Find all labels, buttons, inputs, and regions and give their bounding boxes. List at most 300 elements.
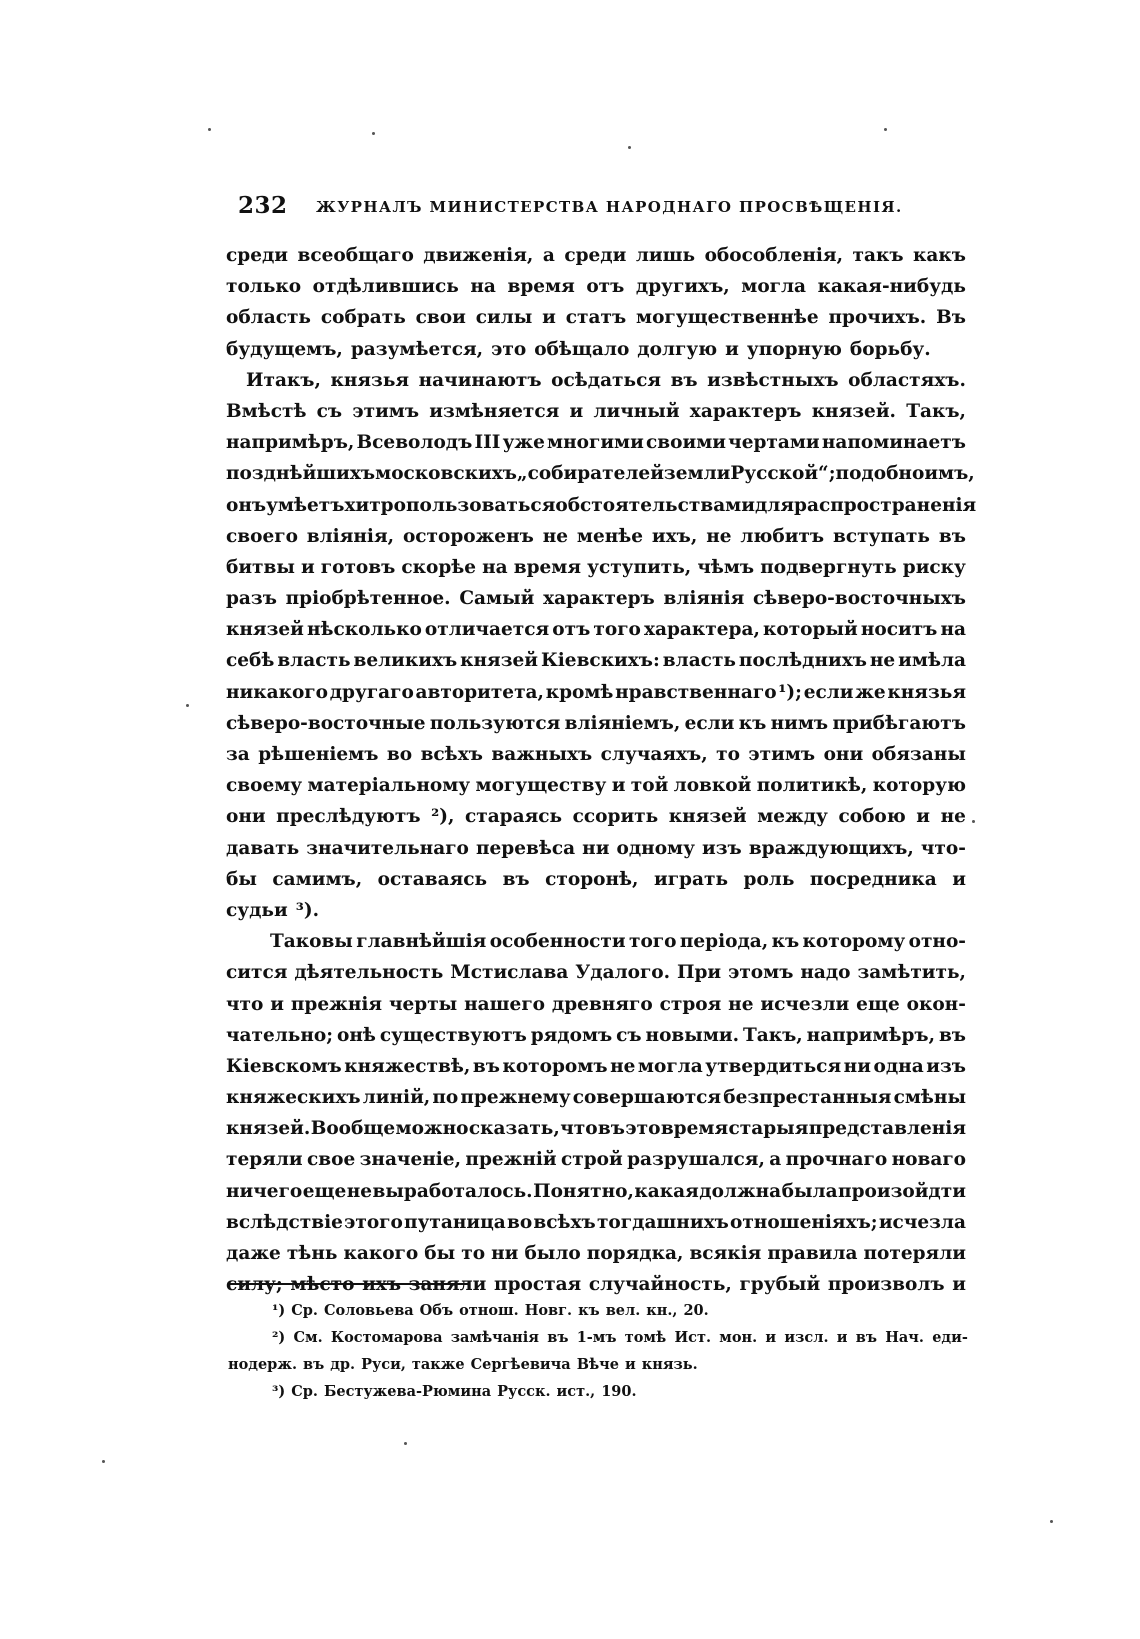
word: онѣ bbox=[337, 1024, 376, 1046]
word: упорную bbox=[746, 338, 842, 360]
word: и bbox=[270, 993, 284, 1015]
word: нимъ bbox=[770, 712, 829, 734]
word: за bbox=[226, 744, 250, 765]
footnote-word: нодерж. bbox=[228, 1356, 298, 1373]
word: готовъ bbox=[320, 556, 396, 578]
word: ссорить bbox=[572, 806, 659, 828]
word: власть bbox=[277, 650, 351, 672]
word: осѣдаться bbox=[551, 369, 662, 391]
word: Самый bbox=[459, 588, 535, 610]
word: они bbox=[823, 744, 864, 765]
word: стараясь bbox=[464, 806, 563, 828]
word: князей. bbox=[811, 400, 896, 422]
word: враждующихъ, bbox=[748, 837, 914, 859]
word: преслѣдуютъ bbox=[276, 806, 421, 828]
word: „собирателей bbox=[516, 463, 664, 485]
word: битвы bbox=[226, 556, 295, 578]
word: князья bbox=[330, 369, 410, 391]
word: съ bbox=[316, 400, 343, 422]
word: черты bbox=[388, 993, 458, 1015]
word: въ bbox=[938, 1024, 966, 1046]
word: авторитета, bbox=[415, 681, 544, 703]
word: на bbox=[470, 276, 496, 298]
word: не bbox=[542, 525, 568, 547]
word: обязаны bbox=[871, 744, 966, 765]
word: характеръ bbox=[543, 588, 655, 610]
word: одна bbox=[873, 1055, 924, 1077]
word: областяхъ. bbox=[848, 369, 966, 391]
word: что bbox=[226, 993, 264, 1015]
word: свое bbox=[306, 1149, 356, 1171]
text-line bbox=[226, 1207, 966, 1238]
text-line bbox=[226, 1238, 966, 1269]
word: послѣднихъ bbox=[738, 650, 867, 672]
text-line bbox=[226, 833, 966, 864]
word: своего bbox=[226, 525, 298, 547]
footnote-word: Ист. bbox=[674, 1329, 712, 1346]
word: прибѣгаютъ bbox=[832, 712, 966, 734]
scan-speck bbox=[372, 132, 375, 135]
scan-speck bbox=[186, 704, 189, 707]
word: что- bbox=[920, 837, 966, 859]
word: должна bbox=[699, 1180, 782, 1202]
word: разрушался, bbox=[627, 1149, 765, 1171]
word: теряли bbox=[226, 1149, 303, 1171]
text-line bbox=[226, 957, 966, 988]
text-line bbox=[226, 645, 966, 676]
word: хитро bbox=[344, 494, 406, 516]
footnote-word: ³) bbox=[272, 1383, 286, 1400]
word: движенія, bbox=[423, 245, 534, 266]
word: собою bbox=[838, 806, 906, 828]
word: которомъ bbox=[502, 1055, 608, 1077]
word: ихъ bbox=[362, 1274, 402, 1296]
footnote-word: Ср. bbox=[291, 1383, 318, 1400]
word: князей. bbox=[226, 1118, 311, 1140]
word: роль bbox=[743, 868, 795, 890]
word: Русской“; bbox=[730, 463, 836, 485]
word: обѣщало bbox=[534, 338, 630, 360]
footnote-word: Сергѣевича bbox=[470, 1356, 571, 1373]
word: исчезли bbox=[760, 993, 850, 1015]
word: не bbox=[869, 650, 896, 672]
word: даже bbox=[226, 1243, 281, 1264]
word: Удалого. bbox=[575, 962, 671, 984]
word: которую bbox=[872, 775, 966, 797]
word: измѣняется bbox=[429, 400, 560, 422]
footnote-word: въ bbox=[303, 1356, 325, 1373]
footnote-word: См. bbox=[293, 1329, 323, 1346]
text-line bbox=[226, 614, 966, 645]
word: въ bbox=[502, 868, 530, 890]
word: на bbox=[940, 619, 966, 641]
word: играть bbox=[654, 868, 728, 890]
word: могла bbox=[741, 276, 807, 298]
word: князей bbox=[460, 650, 538, 672]
text-line bbox=[226, 583, 966, 614]
text-line bbox=[226, 458, 975, 489]
word: пользоваться bbox=[405, 494, 556, 516]
running-title: ЖУРНАЛЪ МИНИСТЕРСТВА НАРОДНАГО ПРОСВѢЩЕНІЯ. bbox=[316, 198, 903, 216]
word: тогдашнихъ bbox=[596, 1211, 729, 1233]
word: и bbox=[916, 806, 931, 828]
word: то bbox=[716, 744, 740, 765]
word: же bbox=[855, 681, 886, 703]
word: разъ bbox=[226, 588, 277, 610]
word: и bbox=[301, 556, 315, 578]
scan-speck bbox=[628, 146, 631, 149]
scan-speck bbox=[884, 128, 887, 131]
text-line bbox=[226, 1051, 966, 1082]
word: мѣсто bbox=[290, 1274, 355, 1296]
word: бы bbox=[226, 868, 257, 890]
word: прочнаго bbox=[785, 1149, 888, 1171]
word: для bbox=[754, 494, 795, 516]
word: ловкой bbox=[673, 775, 752, 797]
text-line bbox=[226, 427, 966, 458]
word: произойдти bbox=[838, 1180, 966, 1202]
footnote-divider bbox=[228, 1283, 468, 1285]
word: отличается bbox=[424, 619, 550, 641]
word: силы bbox=[475, 307, 533, 329]
word: сказать, bbox=[468, 1118, 560, 1140]
word: сится bbox=[226, 962, 288, 984]
word: Мстислава bbox=[450, 962, 569, 984]
word: сѣверо-восточные bbox=[226, 712, 426, 734]
word: При bbox=[677, 962, 722, 984]
text-line bbox=[226, 334, 966, 365]
page-number: 232 bbox=[238, 192, 288, 219]
word: разумѣется, bbox=[350, 338, 484, 360]
word: не bbox=[706, 525, 732, 547]
word: значеніе, bbox=[359, 1149, 462, 1171]
word: какая-нибудь bbox=[817, 276, 966, 298]
word: прочихъ. bbox=[828, 307, 927, 329]
footnote-line bbox=[228, 1378, 968, 1405]
footnote-word: 1-мъ bbox=[576, 1329, 617, 1346]
word: важныхъ bbox=[491, 744, 593, 765]
word: и bbox=[952, 1274, 966, 1296]
word: Вообще bbox=[310, 1118, 396, 1140]
word: ни bbox=[843, 1055, 871, 1077]
word: строй bbox=[561, 1149, 623, 1171]
word: могла bbox=[637, 1055, 703, 1077]
footnote-word: Нач. bbox=[885, 1329, 924, 1346]
word: борьбу. bbox=[849, 338, 931, 360]
footnote-word: вел. bbox=[605, 1302, 641, 1319]
word: личный bbox=[593, 400, 680, 422]
word: время bbox=[513, 556, 582, 578]
word: власть bbox=[662, 650, 736, 672]
footnote-word: и bbox=[836, 1329, 848, 1346]
word: пользуются bbox=[429, 712, 561, 734]
word: III bbox=[474, 432, 501, 454]
word: и bbox=[725, 338, 739, 360]
word: Таковы bbox=[270, 931, 353, 953]
word: грубый bbox=[739, 1274, 821, 1296]
word: отно- bbox=[908, 931, 966, 953]
word: и bbox=[952, 868, 966, 890]
word: на bbox=[482, 556, 508, 578]
word: заняли bbox=[408, 1274, 487, 1296]
scan-speck bbox=[404, 1442, 407, 1445]
footnote-word: и bbox=[765, 1329, 777, 1346]
word: можно bbox=[395, 1118, 469, 1140]
word: замѣтить, bbox=[857, 962, 966, 984]
scan-speck bbox=[972, 820, 975, 823]
text-line bbox=[226, 801, 966, 832]
footnote-word: кн., bbox=[646, 1302, 678, 1319]
word: случаяхъ, bbox=[600, 744, 708, 765]
footnotes bbox=[228, 1297, 968, 1405]
word: князей bbox=[668, 806, 747, 828]
footnote-word: изсл. bbox=[784, 1329, 829, 1346]
word: не bbox=[610, 1055, 636, 1077]
word: въ bbox=[597, 1118, 625, 1140]
word: своему bbox=[226, 775, 303, 797]
word: произволъ bbox=[827, 1274, 945, 1296]
text-line bbox=[226, 490, 977, 521]
text-line bbox=[226, 396, 966, 427]
word: какого bbox=[343, 1243, 419, 1264]
word: перевѣса bbox=[475, 837, 576, 859]
word: отъ bbox=[586, 276, 625, 298]
footnote-word: Костомарова bbox=[330, 1329, 443, 1346]
word: Итакъ, bbox=[246, 369, 321, 391]
footnote-word: замѣчанія bbox=[450, 1329, 540, 1346]
footnote-word: ист., bbox=[556, 1383, 596, 1400]
word: а bbox=[769, 1149, 782, 1171]
word: никакого bbox=[226, 681, 328, 703]
scan-speck bbox=[208, 128, 211, 131]
word: силу; bbox=[226, 1274, 283, 1296]
word: остороженъ bbox=[402, 525, 534, 547]
word: область bbox=[226, 307, 311, 329]
word: другихъ, bbox=[635, 276, 730, 298]
footnote-word: къ bbox=[578, 1302, 600, 1319]
word: чертами bbox=[728, 432, 820, 454]
word: чательно; bbox=[226, 1024, 334, 1046]
footnote-word: 190. bbox=[601, 1383, 637, 1400]
word: Кіевскихъ: bbox=[540, 650, 660, 672]
word: въ bbox=[938, 525, 966, 547]
word: во bbox=[386, 744, 413, 765]
word: еще bbox=[302, 1180, 347, 1202]
text-line bbox=[226, 271, 966, 302]
word: къ bbox=[738, 712, 767, 734]
word: прежній bbox=[465, 1149, 557, 1171]
word: лишь bbox=[635, 245, 696, 266]
word: себѣ bbox=[226, 650, 275, 672]
word: долгую bbox=[637, 338, 718, 360]
word: дѣятельность bbox=[294, 962, 444, 984]
text-line bbox=[226, 1082, 966, 1113]
word: княжествѣ, bbox=[344, 1055, 471, 1077]
word: характеръ bbox=[689, 400, 802, 422]
word: была bbox=[781, 1180, 838, 1202]
word: и bbox=[611, 775, 626, 797]
text-line bbox=[226, 1144, 966, 1175]
word: другаго bbox=[329, 681, 414, 703]
text-line bbox=[226, 708, 966, 739]
word: это bbox=[491, 338, 527, 360]
text-line bbox=[226, 1176, 966, 1207]
word: ²), bbox=[431, 806, 455, 828]
word: подобно bbox=[835, 463, 925, 485]
word: утвердиться bbox=[705, 1055, 842, 1077]
word: случайность, bbox=[588, 1274, 732, 1296]
word: а bbox=[542, 245, 555, 266]
footnote-line bbox=[228, 1324, 968, 1351]
word: тѣнь bbox=[286, 1243, 338, 1264]
word: того bbox=[593, 619, 641, 641]
word: которому bbox=[802, 931, 906, 953]
footnote-line bbox=[228, 1351, 968, 1378]
word: представленія bbox=[808, 1118, 966, 1140]
word: кромѣ bbox=[545, 681, 614, 703]
word: новаго bbox=[891, 1149, 966, 1171]
word: Вмѣстѣ bbox=[226, 400, 307, 422]
footnote-word: Вѣче bbox=[576, 1356, 619, 1373]
word: порядка, bbox=[586, 1243, 684, 1264]
word: судьи bbox=[226, 899, 288, 921]
word: который bbox=[763, 619, 858, 641]
word: среди bbox=[564, 245, 627, 266]
text-line bbox=[226, 864, 966, 895]
word: что bbox=[560, 1118, 598, 1140]
word: подвергнуть bbox=[760, 556, 897, 578]
word: къ bbox=[771, 931, 800, 953]
word: рядомъ bbox=[530, 1024, 613, 1046]
footnote-word: 20. bbox=[683, 1302, 709, 1319]
word: нравственнаго bbox=[615, 681, 777, 703]
word: имѣла bbox=[898, 650, 966, 672]
word: отношеніяхъ; bbox=[730, 1211, 878, 1233]
word: рѣшеніемъ bbox=[258, 744, 379, 765]
word: имъ, bbox=[924, 463, 975, 485]
word: вліянія, bbox=[306, 525, 395, 547]
word: великихъ bbox=[353, 650, 458, 672]
word: сторонѣ, bbox=[545, 868, 639, 890]
text-line bbox=[226, 895, 966, 926]
word: многими bbox=[547, 432, 644, 454]
word: это bbox=[625, 1118, 661, 1140]
word: Въ bbox=[936, 307, 966, 329]
word: по bbox=[432, 1087, 459, 1109]
word: давать bbox=[226, 837, 300, 859]
word: извѣстныхъ bbox=[707, 369, 839, 391]
word: всякія bbox=[689, 1243, 762, 1264]
footnote-word: Бестужева-Рюмина bbox=[323, 1383, 492, 1400]
word: земли bbox=[663, 463, 731, 485]
word: было bbox=[524, 1243, 581, 1264]
page-header bbox=[228, 192, 968, 226]
footnote-word: князь. bbox=[641, 1356, 698, 1373]
word: старыя bbox=[728, 1118, 809, 1140]
word: самимъ, bbox=[272, 868, 363, 890]
word: княжескихъ bbox=[226, 1087, 361, 1109]
footnote-word: также bbox=[411, 1356, 465, 1373]
word: скорѣе bbox=[401, 556, 477, 578]
word: изъ bbox=[702, 837, 742, 859]
text-line bbox=[226, 365, 966, 396]
word: вслѣдствіе bbox=[226, 1211, 343, 1233]
word: этимъ bbox=[748, 744, 816, 765]
word: ¹); bbox=[778, 681, 802, 703]
word: напримѣръ, bbox=[806, 1024, 936, 1046]
footnote-word: отнош. bbox=[459, 1302, 519, 1319]
word: и bbox=[542, 307, 556, 329]
word: нѣсколько bbox=[306, 619, 422, 641]
word: время bbox=[660, 1118, 729, 1140]
word: матеріальному bbox=[307, 775, 471, 797]
word: во bbox=[507, 1211, 533, 1233]
word: ни bbox=[491, 1243, 519, 1264]
scan-speck bbox=[1050, 1520, 1053, 1523]
word: политикѣ, bbox=[756, 775, 868, 797]
text-line bbox=[226, 770, 966, 801]
word: выработалось. bbox=[372, 1180, 533, 1202]
word: нашего bbox=[464, 993, 545, 1015]
word: могущественнѣе bbox=[636, 307, 819, 329]
footnote-word: въ bbox=[855, 1329, 877, 1346]
word: вліяніемъ, bbox=[564, 712, 681, 734]
word: ничего bbox=[226, 1180, 303, 1202]
footnote-word: и bbox=[624, 1356, 636, 1373]
word: обособленія, bbox=[704, 245, 844, 266]
word: риску bbox=[902, 556, 966, 578]
footnote-word: Новг. bbox=[524, 1302, 573, 1319]
word: бы bbox=[424, 1243, 456, 1264]
word: отдѣлившись bbox=[312, 276, 459, 298]
word: только bbox=[226, 276, 302, 298]
word: свои bbox=[415, 307, 466, 329]
word: статъ bbox=[565, 307, 627, 329]
footnote-word: томѣ bbox=[624, 1329, 667, 1346]
word: начинаютъ bbox=[418, 369, 542, 391]
footnote-word: ¹) bbox=[272, 1302, 286, 1319]
footnote-word: др. bbox=[330, 1356, 356, 1373]
word: московскихъ bbox=[375, 463, 517, 485]
footnote-word: мон. bbox=[719, 1329, 758, 1346]
footnote-word: ²) bbox=[272, 1329, 286, 1346]
word: носитъ bbox=[860, 619, 938, 641]
word: какая bbox=[634, 1180, 699, 1202]
word: отъ bbox=[552, 619, 591, 641]
word: значительнаго bbox=[306, 837, 469, 859]
word: вліянія bbox=[663, 588, 745, 610]
word: Такъ, bbox=[906, 400, 966, 422]
word: въ bbox=[670, 369, 698, 391]
word: той bbox=[630, 775, 669, 797]
word: то bbox=[461, 1243, 486, 1264]
word: уступить, bbox=[587, 556, 692, 578]
word: не bbox=[940, 806, 966, 828]
word: если bbox=[684, 712, 735, 734]
word: они bbox=[226, 806, 266, 828]
word: не bbox=[346, 1180, 373, 1202]
word: ихъ, bbox=[651, 525, 698, 547]
word: еще bbox=[856, 993, 900, 1015]
word: Такъ, bbox=[742, 1024, 803, 1046]
footnote-word: Объ bbox=[419, 1302, 454, 1319]
word: исчезла bbox=[878, 1211, 966, 1233]
word: правила bbox=[767, 1243, 858, 1264]
text-line bbox=[226, 1113, 966, 1144]
word: потеряли bbox=[863, 1243, 966, 1264]
word: того bbox=[629, 931, 677, 953]
word: древняго bbox=[551, 993, 653, 1015]
